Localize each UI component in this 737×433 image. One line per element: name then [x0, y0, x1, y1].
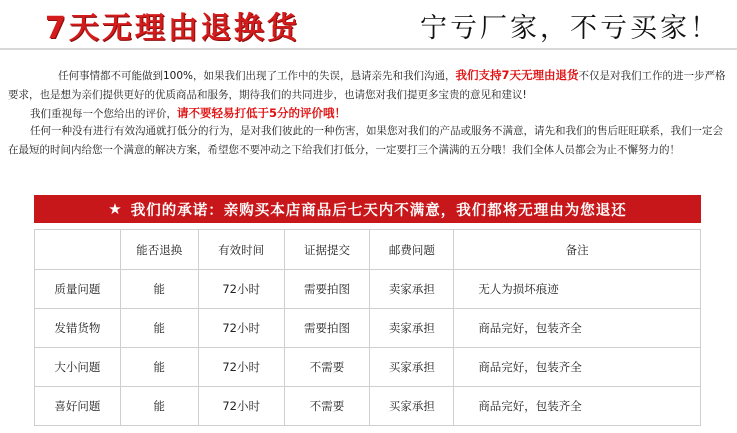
table-cell: 不需要 — [284, 387, 370, 426]
table-header-cell: 有效时间 — [198, 230, 284, 270]
slogan: 宁亏厂家，不亏买家！ — [420, 13, 720, 44]
table-cell: 不需要 — [284, 348, 370, 387]
table-cell: 72小时 — [198, 348, 284, 387]
intro-text: 任何事情都不可能做到100%，如果我们出现了工作中的失误，恳请亲先和我们沟通， — [58, 70, 456, 82]
table-header-cell: 邮费问题 — [370, 230, 454, 270]
highlight-text: 我们支持7天无理由退货 — [455, 68, 579, 82]
header-divider — [0, 48, 737, 50]
table-cell: 商品完好，包装齐全 — [454, 387, 701, 426]
table-row — [35, 270, 701, 309]
promise-banner — [34, 195, 701, 223]
table-row — [35, 309, 701, 348]
table-cell: 喜好问题 — [35, 387, 121, 426]
table-cell: 能 — [120, 387, 198, 426]
table-header-cell: 证据提交 — [284, 230, 370, 270]
table-cell: 大小问题 — [35, 348, 121, 387]
table-row — [35, 387, 701, 426]
table-header-row — [35, 230, 701, 270]
promise-text: 我们的承诺：亲购买本店商品后七天内不满意，我们都将无理由为您退还 — [130, 202, 627, 219]
table-cell: 能 — [120, 309, 198, 348]
intro-text: 不仅是对我们工作的进一步严格要求，也是想为亲们提供更好的优质商品和服务，期待我们的共同进步，也请您对我们提更多宝贵的意见和建议! — [8, 70, 726, 101]
table-cell: 商品完好，包装齐全 — [454, 309, 701, 348]
table-cell: 买家承担 — [370, 348, 454, 387]
page-title: 7天无理由退换货 — [45, 11, 300, 46]
table-cell: 72小时 — [198, 387, 284, 426]
table-cell: 能 — [120, 348, 198, 387]
table-cell: 发错货物 — [35, 309, 121, 348]
return-policy-table — [34, 229, 701, 426]
table-cell: 需要拍图 — [284, 309, 370, 348]
table-cell: 72小时 — [198, 309, 284, 348]
table-cell: 质量问题 — [35, 270, 121, 309]
table-cell: 商品完好，包装齐全 — [454, 348, 701, 387]
highlight-text: 请不要轻易打低于5分的评价哦！ — [177, 106, 346, 120]
table-cell: 能 — [120, 270, 198, 309]
table-cell: 卖家承担 — [370, 270, 454, 309]
table-cell: 需要拍图 — [284, 270, 370, 309]
intro-paragraph-1 — [8, 66, 732, 104]
star-icon: ★ — [108, 200, 123, 218]
table-header-cell: 能否退换 — [120, 230, 198, 270]
table-row — [35, 348, 701, 387]
intro-text: 我们重视每一个您给出的评价， — [30, 108, 177, 120]
table-cell: 卖家承担 — [370, 309, 454, 348]
intro-paragraph-3: 任何一种没有进行有效沟通就打低分的行为，是对我们彼此的一种伤害，如果您对我们的产品或服务不满意，请先和我们的售后旺旺联系，我们一定会在最短的时间内给您一个满意的解决方案，希望您不要冲动之下给我们打低分，一定要打三个满满的五分哦！我们全体人员都会为止不懈努力的！ — [8, 125, 723, 156]
table-header-cell: 备注 — [454, 230, 701, 270]
table-cell: 72小时 — [198, 270, 284, 309]
table-cell: 无人为损坏痕迹 — [454, 270, 701, 309]
intro-paragraph-2 — [8, 104, 732, 124]
page-header — [0, 0, 737, 46]
table-cell: 买家承担 — [370, 387, 454, 426]
table-header-cell — [35, 230, 121, 270]
